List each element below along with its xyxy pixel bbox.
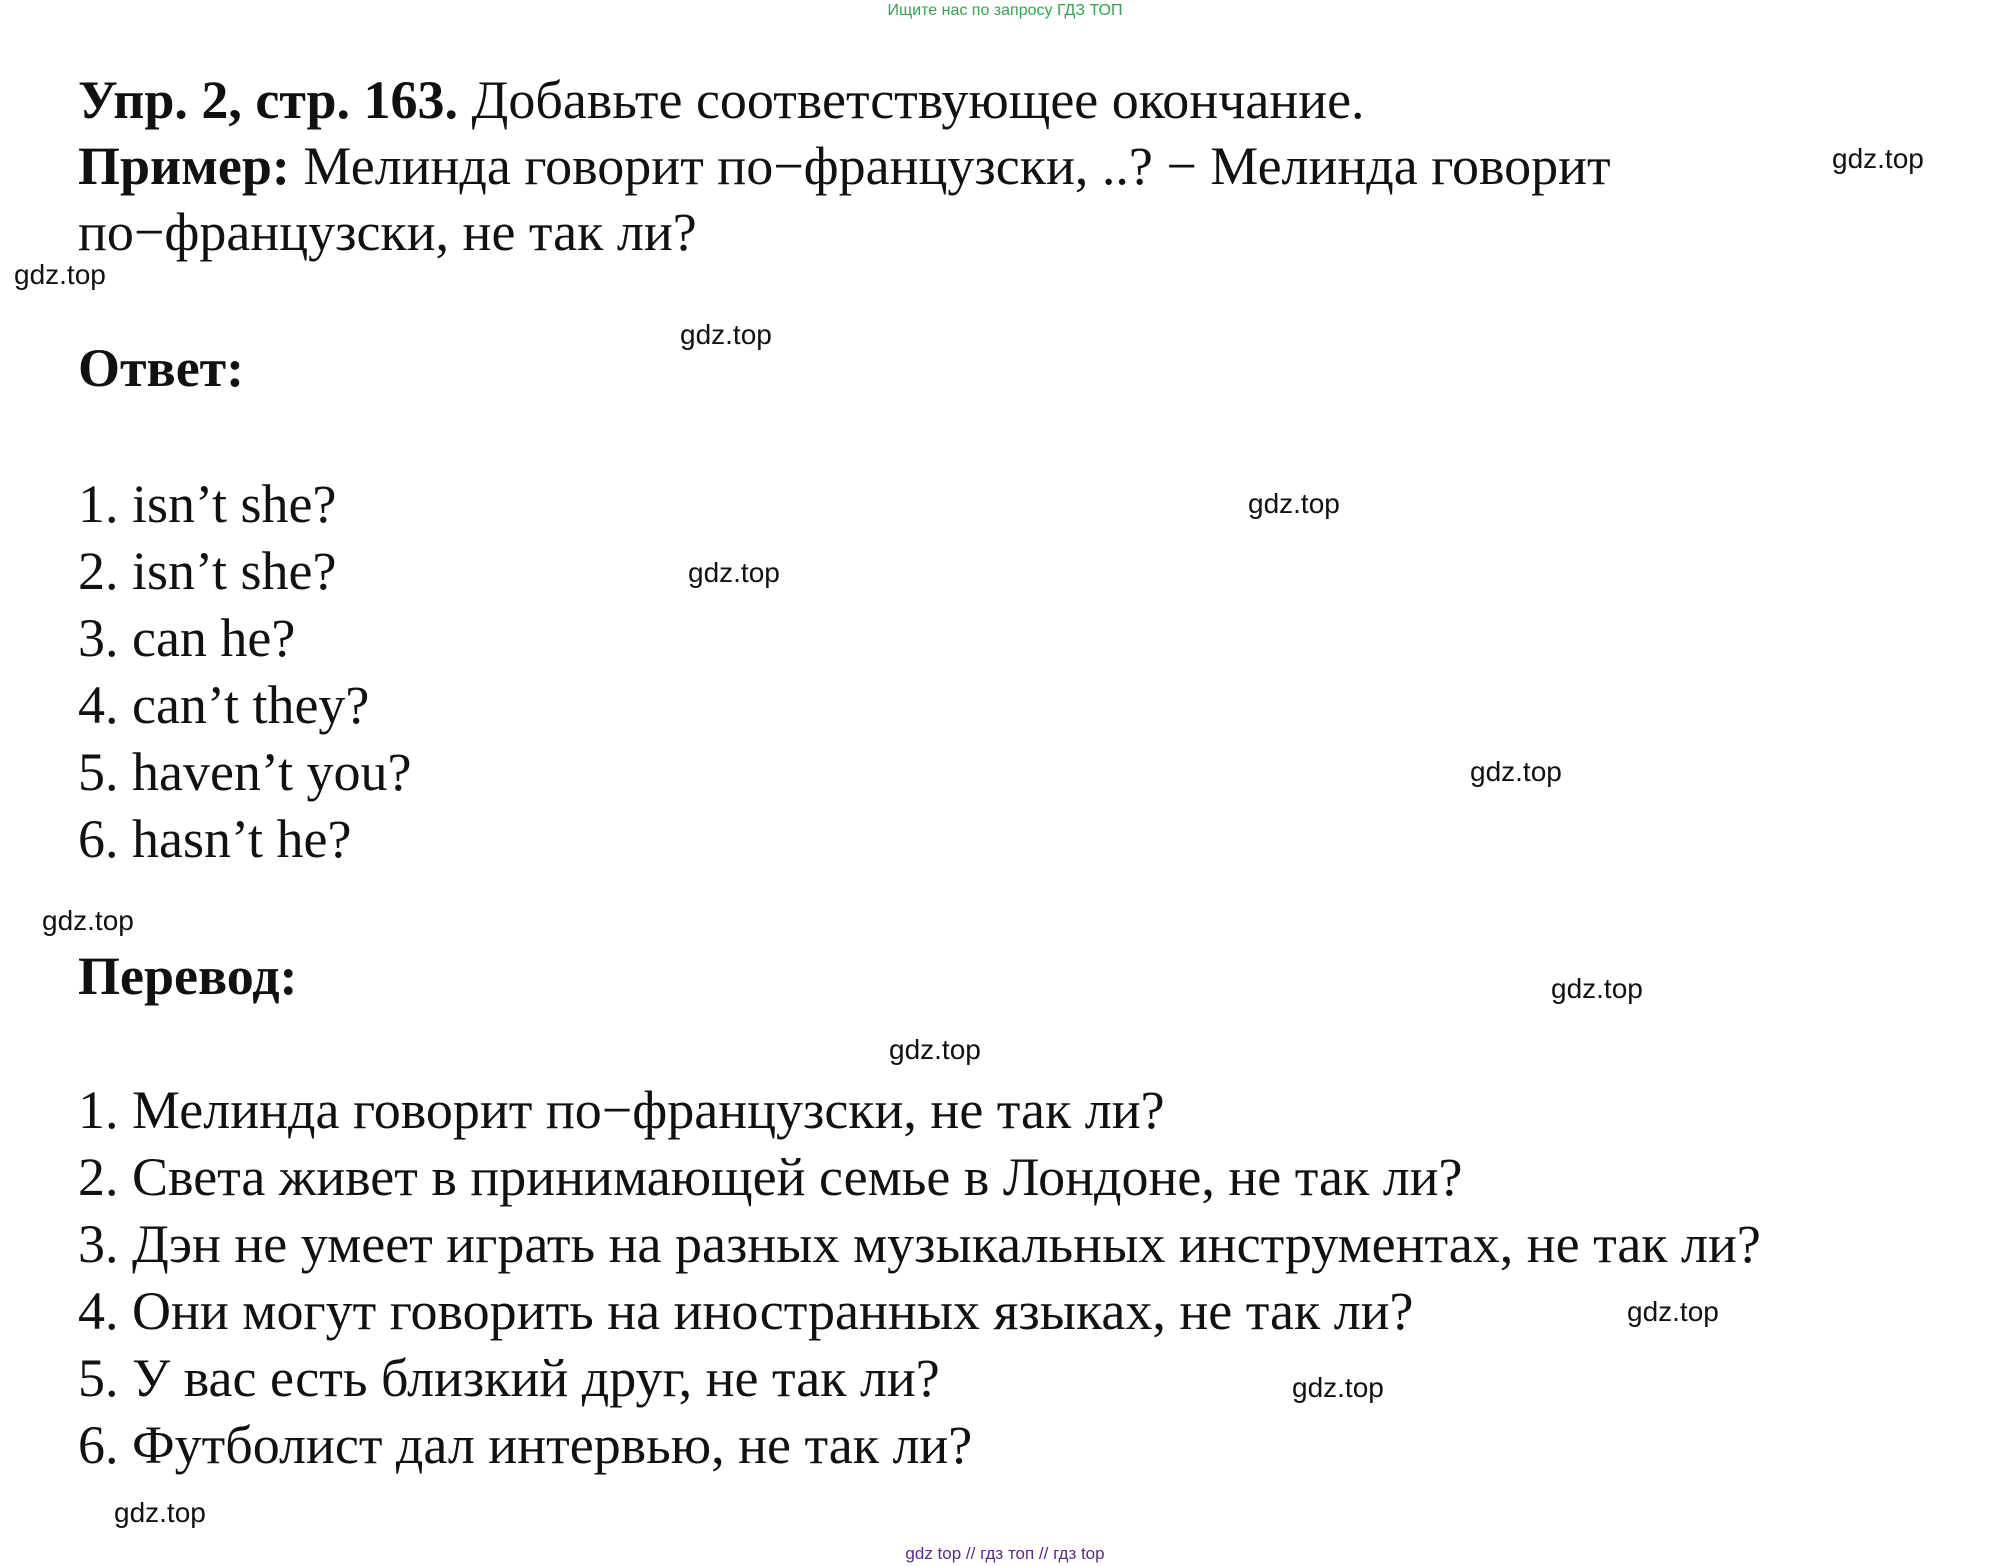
translation-item: 1. Мелинда говорит по−французски, не так ли?	[78, 1080, 1165, 1140]
translation-item: 6. Футболист дал интервью, не так ли?	[78, 1415, 973, 1475]
answer-item: 4. can’t they?	[78, 675, 370, 735]
watermark: gdz.top	[1551, 973, 1643, 1004]
translation-item: 2. Света живет в принимающей семье в Лондоне, не так ли?	[78, 1147, 1463, 1207]
watermark: gdz.top	[114, 1497, 206, 1528]
example-text-1: Мелинда говорит по−французски, ..? − Мелинда говорит	[289, 136, 1611, 196]
example-line-1	[78, 134, 1611, 198]
translation-item: 4. Они могут говорить на иностранных языках, не так ли?	[78, 1281, 1414, 1341]
answer-heading: Ответ:	[78, 338, 245, 398]
top-note: Ищите нас по запросу ГДЗ ТОП	[887, 2, 1123, 19]
watermark: gdz.top	[1627, 1296, 1719, 1327]
translation-item: 3. Дэн не умеет играть на разных музыкальных инструментах, не так ли?	[78, 1214, 1761, 1274]
task-text: Добавьте соответствующее окончание.	[458, 70, 1365, 130]
example-label: Пример:	[78, 136, 290, 196]
task-line-1	[78, 68, 1365, 132]
example-text-2: по−французски, не так ли?	[78, 202, 697, 262]
example-line-2	[78, 200, 697, 264]
watermark: gdz.top	[680, 319, 772, 350]
translation-item: 5. У вас есть близкий друг, не так ли?	[78, 1348, 940, 1408]
watermark: gdz.top	[1470, 756, 1562, 787]
watermark: gdz.top	[1832, 143, 1924, 174]
task-label: Упр. 2, стр. 163.	[78, 70, 459, 130]
watermark: gdz.top	[1292, 1372, 1384, 1403]
answer-item: 6. hasn’t he?	[78, 809, 352, 869]
footer-note: gdz top // гдз топ // гдз top	[905, 1544, 1105, 1563]
watermark: gdz.top	[42, 905, 134, 936]
watermark: gdz.top	[14, 259, 106, 290]
watermark: gdz.top	[889, 1034, 981, 1065]
watermark: gdz.top	[688, 557, 780, 588]
answer-item: 5. haven’t you?	[78, 742, 412, 802]
answer-item: 2. isn’t she?	[78, 541, 337, 601]
watermark: gdz.top	[1248, 488, 1340, 519]
answer-item: 1. isn’t she?	[78, 474, 337, 534]
answer-item: 3. can he?	[78, 608, 296, 668]
translation-heading: Перевод:	[78, 946, 298, 1006]
